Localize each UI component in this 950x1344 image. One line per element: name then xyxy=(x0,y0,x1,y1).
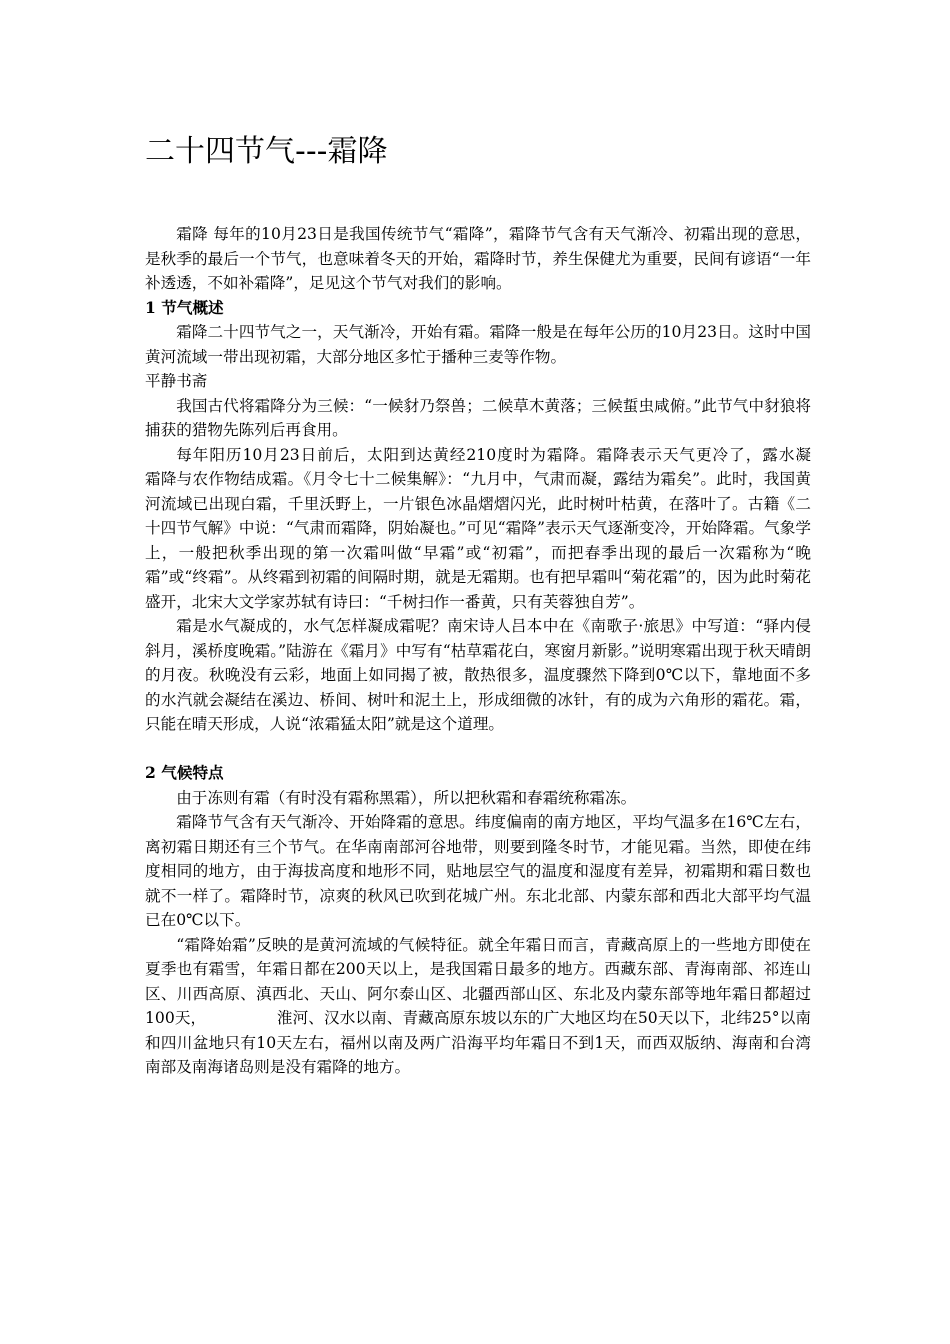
section-heading-climate: 2 气候特点 xyxy=(145,763,224,782)
overview-paragraph-3: 每年阳历10月23日前后，太阳到达黄经210度时为霜降。霜降表示天气更冷了，露水凝 霜降与农作物结成霜。《月令七十二候集解》：“九月中，气肃而凝，露结为霜矣”。此时，我国黄河流域已出现白霜，千里沃野上，一片银色冰晶熠熠闪光，此时树叶枯黄，在落叶了。古籍《二十四节气解》中说：“气肃而霜降，阴始凝也。”可见“霜降”表示天气逐渐变冷，开始降霜。气象学上，一般把秋季出现的第一次霜叫做“早霜”或“初霜”，而把春季出现的最后一次霜称为“晚霜”或“终霜”。从终霜到初霜的间隔时期，就是无霜期。也有把早霜叫“菊花霜”的，因为此时菊花盛开，北宋大文学家苏轼有诗曰：“千树扫作一番黄，只有芙蓉独自芳”。 xyxy=(145,445,832,611)
document-title: 二十四节气---霜降 xyxy=(145,134,388,169)
aside-note: 平静书斋 xyxy=(145,372,208,390)
overview-paragraph-1: 霜降二十四节气之一，天气渐冷，开始有霜。霜降一般是在每年公历的10月23日。这时中国黄河流域一带出现初霜，大部分地区多忙于播种三麦等作物。 xyxy=(145,323,811,366)
section-spacer xyxy=(145,737,811,762)
climate-paragraph-3: “霜降始霜”反映的是黄河流域的气候特征。就全年霜日而言，青藏高原上的一些地方即使在夏季也有霜雪，年霜日都在200天以上，是我国霜日最多的地方。西藏东部、青海南部、祁连山区、川西高原、滇西北、天山、阿尔泰山区、北疆西部山区、东北及内蒙东部等地年霜日都超过100天， 淮河、汉水以南、青藏高原东坡以东的广大地区均在50天以下，北纬25°以南和四川盆地只有10天左右，福州以南及两广沿海平均年霜日不到1天，而西双版纳、海南和台湾南部及南海诸岛则是没有霜降的地方。 xyxy=(145,935,811,1076)
document-body xyxy=(145,222,832,1080)
intro-paragraph: 霜降 每年的10月23日是我国传统节气“霜降”，霜降节气含有天气渐冷、初霜出现的意思，是秋季的最后一个节气，也意味着冬天的开始，霜降时节，养生保健尤为重要，民间有谚语“一年补透透，不如补霜降”，足见这个节气对我们的影响。 xyxy=(145,225,811,292)
overview-paragraph-2: 我国古代将霜降分为三候：“一候豺乃祭兽；二候草木黄落；三候蜇虫咸俯。”此节气中豺狼将捕获的猎物先陈列后再食用。 xyxy=(145,396,811,439)
climate-paragraph-1: 由于冻则有霜（有时没有霜称黑霜），所以把秋霜和春霜统称霜冻。 xyxy=(176,788,637,807)
section-heading-overview: 1 节气概述 xyxy=(145,297,224,317)
climate-paragraph-2: 霜降节气含有天气渐冷、开始降霜的意思。纬度偏南的南方地区，平均气温多在16℃左右，离初霜日期还有三个节气。在华南南部河谷地带，则要到隆冬时节，才能见霜。当然，即使在纬度相同的地方，由于海拔高度和地形不同，贴地层空气的温度和湿度有差异，初霜期和霜日数也就不一样了。霜降时节，凉爽的秋风已吹到花城广州。东北北部、内蒙东部和西北大部平均气温已在0℃以下。 xyxy=(145,813,811,929)
overview-paragraph-4: 霜是水气凝成的，水气怎样凝成霜呢？南宋诗人吕本中在《南歌子·旅思》中写道：“驿内侵斜月，溪桥度晚霜。”陆游在《霜月》中写有“枯草霜花白，寒窗月新影。”说明寒霜出现于秋天晴朗的月夜。秋晚没有云彩，地面上如同揭了被，散热很多，温度骤然下降到0℃以下，靠地面不多的水汽就会凝结在溪边、桥间、树叶和泥土上，形成细微的冰针，有的成为六角形的霜花。霜，只能在晴天形成，人说“浓霜猛太阳”就是这个道理。 xyxy=(145,617,811,733)
